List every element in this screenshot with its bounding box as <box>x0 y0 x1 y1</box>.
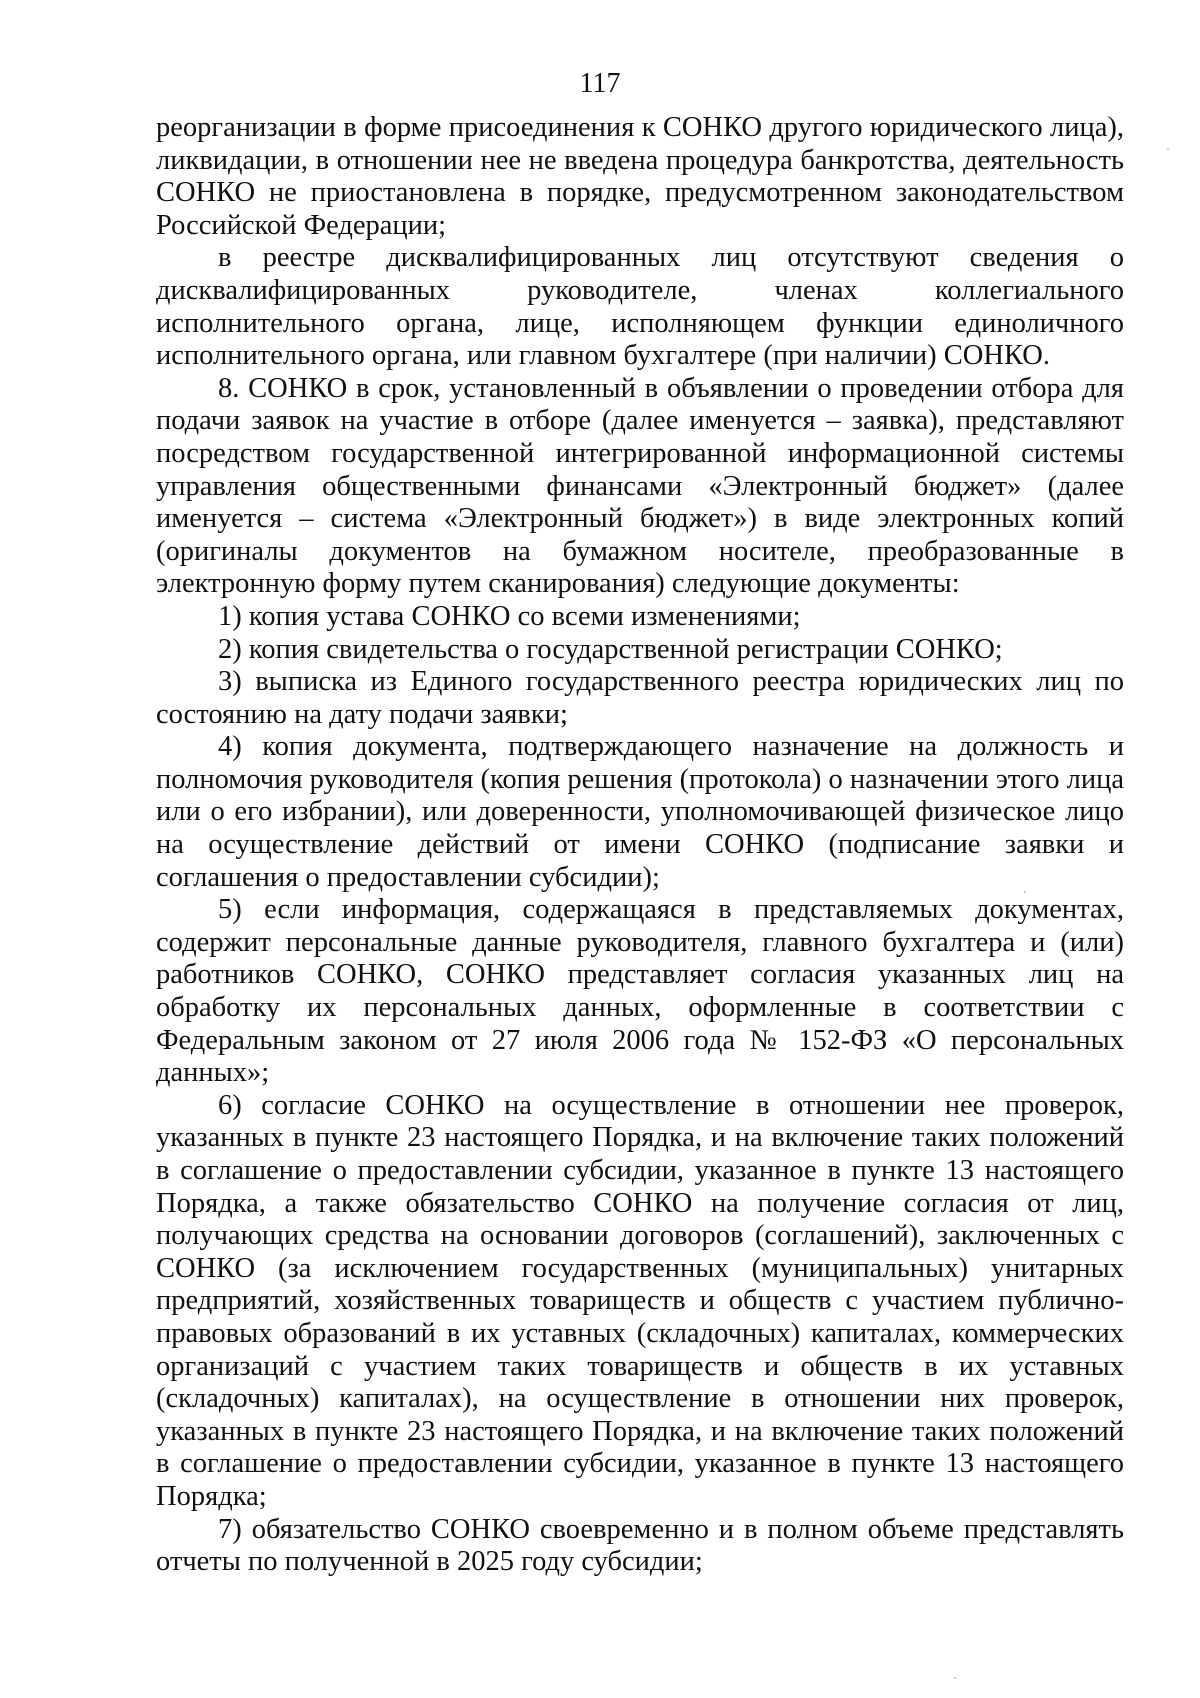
page-number: 117 <box>579 68 621 99</box>
scan-speck <box>1167 148 1169 150</box>
paragraph-item-8: 8. СОНКО в срок, установленный в объявлении о проведении отбора для подачи заявок на участие в отборе (далее именуется – заявка), представляют посредством государственной интегрированной информационной системы управления общественными финансами «Электронный бюджет» (далее именуется – система «Электронный бюджет») в виде электронных копий (оригиналы документов на бумажном носителе, преобразованные в электронную форму путем сканирования) следующие документы: <box>156 372 1124 600</box>
list-item-5: 5) если информация, содержащаяся в представляемых документах, содержит персональные данные руководителя, главного бухгалтера и (или) работников СОНКО, СОНКО представляет согласия указанных лиц на обработку их персональных данных, оформленные в соответствии с Федеральным законом от 27 июля 2006 года № 152-ФЗ «О персональных данных»; <box>156 894 1124 1089</box>
list-item-1: 1) копия устава СОНКО со всеми изменениями; <box>218 600 801 632</box>
paragraph-continuation: реорганизации в форме присоединения к СОНКО другого юридического лица), ликвидации, в отношении нее не введена процедура банкротства, деятельность СОНКО не приостановлена в порядке, предусмотренном законодательством Российской Федерации; <box>156 112 1124 241</box>
list-item-7: 7) обязательство СОНКО своевременно и в полном объеме представлять отчеты по полученной в 2025 году субсидии; <box>156 1513 1124 1578</box>
paragraph-disqualified-registry: в реестре дисквалифицированных лиц отсутствуют сведения о дисквалифицированных руководителе, членах коллегиального исполнительного органа, лице, исполняющем функции единоличного исполнительного органа, или главном бухгалтере (при наличии) СОНКО. <box>156 242 1124 372</box>
document-body <box>156 112 1124 1579</box>
list-item-3: 3) выписка из Единого государственного реестра юридических лиц по состоянию на дату подачи заявки; <box>156 666 1124 730</box>
list-item-2: 2) копия свидетельства о государственной регистрации СОНКО; <box>218 633 1003 665</box>
scan-speck <box>1024 891 1026 893</box>
scan-speck <box>954 1677 956 1679</box>
list-item-6: 6) согласие СОНКО на осуществление в отношении нее проверок, указанных в пункте 23 настоящего Порядка, и на включение таких положений в соглашение о предоставлении субсидии, указанное в пункте 13 настоящего Порядка, а также обязательство СОНКО на получение согласия от лиц, получающих средства на основании договоров (соглашений), заключенных с СОНКО (за исключением государственных (муниципальных) унитарных предприятий, хозяйственных товариществ и обществ с участием публично-правовых образований в их уставных (складочных) капиталах, коммерческих организаций с участием таких товариществ и обществ в их уставных (складочных) капиталах), на осуществление в отношении них проверок, указанных в пункте 23 настоящего Порядка, и на включение таких положений в соглашение о предоставлении субсидии, указанное в пункте 13 настоящего Порядка; <box>156 1089 1124 1512</box>
list-item-4: 4) копия документа, подтверждающего назначение на должность и полномочия руководителя (копия решения (протокола) о назначении этого лица или о его избрании), или доверенности, уполномочивающей физическое лицо на осуществление действий от имени СОНКО (подписание заявки и соглашения о предоставлении субсидии); <box>156 731 1124 893</box>
